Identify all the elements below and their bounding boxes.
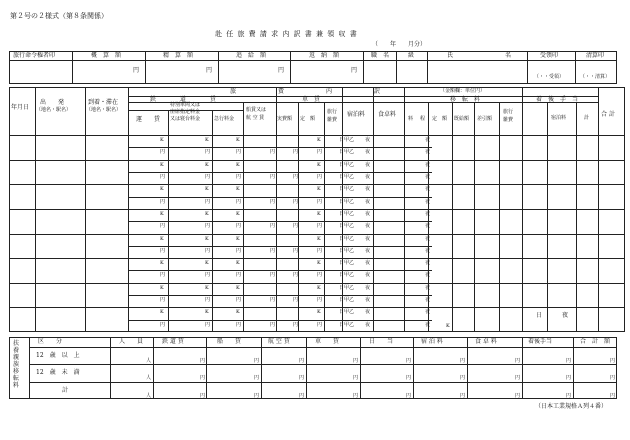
family-yen-unit: 円 <box>566 375 572 382</box>
yen-unit: 円 <box>236 297 242 304</box>
daily-header-2: 雑費 <box>327 117 338 123</box>
yen-unit: 円 <box>270 272 276 279</box>
yen-unit: 円 <box>236 173 242 180</box>
night-unit: 夜 <box>365 272 371 279</box>
class-unit: 甲乙 <box>344 321 355 328</box>
yen-unit: 円 <box>236 149 242 156</box>
relocation-adjust-header: 既給額 <box>454 116 470 122</box>
yen-unit: 円 <box>205 321 211 328</box>
class-unit: 甲乙 <box>344 173 355 180</box>
family-header-10: 合 計 額 <box>580 338 611 345</box>
night-unit: 夜 <box>425 321 431 328</box>
day-unit: 日 <box>339 137 345 143</box>
night-unit: 夜 <box>425 210 431 217</box>
night-unit: 夜 <box>425 272 431 279</box>
yen-unit: 円 <box>270 321 276 328</box>
express-header: 急行料金 <box>214 116 235 122</box>
yen-unit: 円 <box>293 272 299 279</box>
night-unit: 夜 <box>365 260 371 267</box>
row-line <box>9 160 625 161</box>
family-persons-unit: 人 <box>146 375 152 382</box>
yen-unit: 円 <box>293 198 299 205</box>
row-line <box>9 234 625 235</box>
day-unit: 日 <box>339 210 345 217</box>
yen-unit: 円 <box>160 247 166 254</box>
km-unit: K <box>205 161 209 168</box>
night-unit: 夜 <box>425 149 431 156</box>
yen-unit: 円 <box>317 198 323 205</box>
class-unit: 甲乙 <box>344 186 355 193</box>
family-yen-unit: 円 <box>406 392 412 399</box>
estimate-yen: 円 <box>133 67 140 74</box>
fare-header: 運 賃 <box>136 116 161 123</box>
km-unit: K <box>205 235 209 242</box>
yen-unit: 円 <box>160 321 166 328</box>
yen-unit: 円 <box>270 223 276 230</box>
yen-unit: 円 <box>236 272 242 279</box>
estimate-header: 概 算 額 <box>91 52 122 59</box>
km-unit: K <box>317 210 321 217</box>
summary-header-line <box>9 60 617 61</box>
family-header-3: 船 賃 <box>217 338 242 345</box>
yen-unit: 円 <box>317 247 323 254</box>
yen-unit: 円 <box>270 198 276 205</box>
yen-unit: 円 <box>270 149 276 156</box>
lodging-header: 宿泊料 <box>347 111 366 118</box>
km-unit: K <box>317 260 321 267</box>
yen-unit: 円 <box>293 247 299 254</box>
day-unit: 日 <box>339 223 345 230</box>
relocation-distance-header: 程 <box>420 116 426 122</box>
yen-unit: 円 <box>205 173 211 180</box>
family-yen-unit: 円 <box>406 358 412 364</box>
job-header: 職 名 <box>371 52 390 59</box>
page-title: 赴 任 旅 費 請 求 内 訳 書 兼 領 収 書 <box>215 30 358 38</box>
yen-unit: 円 <box>236 247 242 254</box>
additional-header: 追 給 額 <box>236 52 267 59</box>
yen-unit: 円 <box>293 149 299 156</box>
arrival-night-mark: 夜 <box>562 312 569 320</box>
arrival-total-header: 計 <box>584 115 590 121</box>
km-unit: K <box>160 235 164 242</box>
yen-unit: 円 <box>317 173 323 180</box>
night-unit: 夜 <box>425 235 431 242</box>
name-header-left: 氏 <box>447 52 454 59</box>
class-unit: 甲乙 <box>344 297 355 304</box>
row-line <box>9 307 625 308</box>
grid-vline <box>576 102 577 332</box>
night-unit: 夜 <box>425 284 431 291</box>
depart-sub-header: （地名・駅名） <box>36 107 72 113</box>
km-unit: K <box>160 186 164 193</box>
total-header: 合 計 <box>601 111 615 118</box>
yen-unit: 円 <box>317 321 323 328</box>
yen-unit: 円 <box>270 173 276 180</box>
row-line <box>9 209 625 210</box>
date-header: 年月日 <box>11 104 30 111</box>
family-yen-unit: 円 <box>515 375 521 382</box>
family-yen-unit: 円 <box>200 375 206 382</box>
night-unit: 夜 <box>365 284 371 291</box>
class-unit: 甲乙 <box>344 309 355 316</box>
receipt-seal-header: 受領印 <box>540 52 559 59</box>
paper-size-footer: （日本工業規格Ａ列４番） <box>535 403 608 410</box>
grid-vline <box>298 102 299 332</box>
family-header-7: 宿 泊 料 <box>421 338 443 345</box>
arrival-day-mark: 日 <box>536 312 543 320</box>
family-row-line <box>29 364 617 365</box>
km-unit: K <box>160 161 164 168</box>
family-yen-unit: 円 <box>299 375 305 382</box>
arrive-header: 到着・滞在 <box>88 99 119 106</box>
yen-unit: 円 <box>317 149 323 156</box>
ship-header-1: 船賃又は <box>246 107 267 113</box>
night-unit: 夜 <box>365 247 371 254</box>
km-unit: K <box>236 186 240 193</box>
fixed-header: 定 額 <box>300 116 316 122</box>
rail-header: 鉄 道 賃 <box>150 96 217 103</box>
km-unit: K <box>205 186 209 193</box>
family-yen-unit: 円 <box>460 358 466 364</box>
day-unit: 日 <box>339 235 345 242</box>
night-unit: 夜 <box>365 321 371 328</box>
row-mid-line <box>128 320 432 321</box>
yen-unit: 円 <box>160 223 166 230</box>
ship-header-2: 航 空 賃 <box>246 115 265 121</box>
family-yen-unit: 円 <box>254 358 260 364</box>
header-bottom-line <box>9 135 625 136</box>
grid-vline <box>547 102 548 332</box>
car-header: 車 賃 <box>302 96 321 103</box>
day-unit: 日 <box>339 149 345 156</box>
yen-unit: 円 <box>293 321 299 328</box>
grade-header: 級 <box>408 52 415 59</box>
depart-header: 出 発 <box>40 99 65 106</box>
day-unit: 日 <box>339 247 345 254</box>
grid-vline <box>499 102 500 332</box>
expense-header: 旅 費 内 訳 <box>230 88 381 95</box>
yen-unit: 円 <box>205 272 211 279</box>
family-yen-unit: 円 <box>353 358 359 364</box>
yen-unit: 円 <box>317 272 323 279</box>
food-header: 食卓料 <box>378 111 397 118</box>
daily-header-1: 旅行 <box>327 109 338 115</box>
special-header-2: 座席指定料金 <box>170 109 201 115</box>
night-unit: 夜 <box>365 161 371 168</box>
km-unit: K <box>236 161 240 168</box>
km-unit: K <box>317 284 321 291</box>
family-persons-unit: 人 <box>146 358 152 364</box>
family-row-line <box>29 382 617 383</box>
special-header-1: 特別車両又は <box>170 102 201 108</box>
class-unit: 甲乙 <box>344 272 355 279</box>
yen-unit: 円 <box>236 198 242 205</box>
day-unit: 日 <box>339 198 345 205</box>
settlement-yen: 円 <box>206 67 213 74</box>
night-unit: 夜 <box>365 297 371 304</box>
family-row-label: 12 歳 以 上 <box>36 352 80 359</box>
clearance-note: （・・清算） <box>580 74 611 80</box>
issuer-header: 旅行命令権者印 <box>13 52 56 59</box>
family-yen-unit: 円 <box>460 392 466 399</box>
arrival-allowance-header: 着 後 手 当 <box>536 96 579 103</box>
night-unit: 夜 <box>365 186 371 193</box>
yen-unit: 円 <box>160 272 166 279</box>
class-unit: 甲乙 <box>344 247 355 254</box>
class-unit: 甲乙 <box>344 210 355 217</box>
km-unit: K <box>236 284 240 291</box>
name-header-right: 名 <box>505 52 512 59</box>
km-unit: K <box>236 309 240 316</box>
family-yen-unit: 円 <box>515 358 521 364</box>
row-line <box>9 184 625 185</box>
receipt-note: （・・受領） <box>534 74 565 80</box>
yen-unit: 円 <box>160 198 166 205</box>
km-unit: K <box>317 161 321 168</box>
night-unit: 夜 <box>425 137 431 143</box>
yen-unit: 円 <box>205 297 211 304</box>
day-unit: 日 <box>339 297 345 304</box>
family-yen-unit: 円 <box>566 358 572 364</box>
yen-unit: 円 <box>160 297 166 304</box>
additional-yen: 円 <box>278 67 285 74</box>
km-unit: K <box>160 284 164 291</box>
row-mid-line <box>128 172 432 173</box>
relocation-diff-header: 差引額 <box>477 116 493 122</box>
night-unit: 夜 <box>365 235 371 242</box>
row-mid-line <box>128 147 432 148</box>
arrival-daily-header-1: 旅行 <box>503 109 514 115</box>
km-unit: K <box>205 137 209 143</box>
km-unit: K <box>317 309 321 316</box>
yen-unit: 円 <box>205 198 211 205</box>
family-yen-unit: 円 <box>515 392 521 399</box>
night-unit: 夜 <box>425 186 431 193</box>
yen-unit: 円 <box>236 223 242 230</box>
row-mid-line <box>128 246 432 247</box>
family-header-6: 日 当 <box>369 338 394 345</box>
class-unit: 甲乙 <box>344 149 355 156</box>
family-yen-unit: 円 <box>353 375 359 382</box>
night-unit: 夜 <box>425 247 431 254</box>
yen-unit: 円 <box>317 223 323 230</box>
row-mid-line <box>128 221 432 222</box>
class-unit: 甲乙 <box>344 284 355 291</box>
family-yen-unit: 円 <box>406 375 412 382</box>
yen-unit: 円 <box>160 149 166 156</box>
period-label: （ 年 月分） <box>372 41 427 48</box>
family-header-4: 航 空 賃 <box>268 338 290 345</box>
family-yen-unit: 円 <box>299 358 305 364</box>
day-unit: 日 <box>339 186 345 193</box>
yen-unit: 円 <box>205 149 211 156</box>
special-header-3: 又は寝台料金 <box>170 116 201 122</box>
yen-unit: 円 <box>293 173 299 180</box>
night-unit: 夜 <box>425 198 431 205</box>
arrive-sub-header: （地名・駅名） <box>86 107 122 113</box>
km-unit: K <box>205 260 209 267</box>
km-unit: K <box>205 284 209 291</box>
relocation-km-mark: K <box>446 323 450 329</box>
family-yen-unit: 円 <box>254 375 260 382</box>
family-header-8: 食 卓 料 <box>475 338 497 345</box>
yen-unit: 円 <box>236 321 242 328</box>
grid-vline <box>452 102 453 332</box>
day-unit: 日 <box>339 284 345 291</box>
grid-vline <box>324 102 325 332</box>
arrival-lodging-header: 宿泊料 <box>551 115 567 121</box>
km-unit: K <box>160 309 164 316</box>
family-header-0: 区 分 <box>38 338 63 345</box>
family-yen-unit: 円 <box>200 392 206 399</box>
night-unit: 夜 <box>425 260 431 267</box>
arrival-daily-header-2: 雑費 <box>503 117 514 123</box>
km-unit: K <box>205 210 209 217</box>
grid-vline <box>474 102 475 332</box>
family-yen-unit: 円 <box>566 392 572 399</box>
row-line <box>9 283 625 284</box>
relocation-fee-header: 料 <box>408 116 414 122</box>
grid-vline <box>243 102 244 332</box>
form-number: 第２号の２様式（第８条関係） <box>10 12 108 20</box>
night-unit: 夜 <box>365 309 371 316</box>
relocation-header: 移 転 料 <box>450 96 481 103</box>
family-header-5: 車 賃 <box>315 338 340 345</box>
night-unit: 夜 <box>365 210 371 217</box>
row-mid-line <box>128 197 432 198</box>
night-unit: 夜 <box>425 309 431 316</box>
row-mid-line <box>128 295 432 296</box>
km-unit: K <box>236 137 240 143</box>
night-unit: 夜 <box>425 223 431 230</box>
family-yen-unit: 円 <box>460 375 466 382</box>
yen-unit: 円 <box>317 297 323 304</box>
family-yen-unit: 円 <box>299 392 305 399</box>
family-yen-unit: 円 <box>610 375 616 382</box>
family-yen-unit: 円 <box>200 358 206 364</box>
family-row-label: 計 <box>62 386 69 394</box>
yen-unit: 円 <box>293 297 299 304</box>
night-unit: 夜 <box>365 198 371 205</box>
km-unit: K <box>160 210 164 217</box>
class-unit: 甲乙 <box>344 161 355 168</box>
family-header-1: 人 員 <box>119 338 144 345</box>
refund-header: 返 納 額 <box>309 52 340 59</box>
yen-unit: 円 <box>270 297 276 304</box>
family-persons-unit: 人 <box>146 392 152 399</box>
km-unit: K <box>236 210 240 217</box>
yen-unit: 円 <box>293 223 299 230</box>
day-unit: 日 <box>339 173 345 180</box>
refund-yen: 円 <box>351 67 358 74</box>
clearance-seal-header: 清算印 <box>586 52 605 59</box>
yen-unit: 円 <box>205 247 211 254</box>
km-unit: K <box>317 137 321 143</box>
km-unit: K <box>205 309 209 316</box>
night-unit: 夜 <box>425 173 431 180</box>
km-unit: K <box>236 235 240 242</box>
day-unit: 日 <box>339 260 345 267</box>
class-unit: 甲乙 <box>344 223 355 230</box>
family-yen-unit: 円 <box>610 358 616 364</box>
family-header-line <box>29 347 617 348</box>
settlement-header: 精 算 額 <box>163 52 194 59</box>
family-header-9: 着後手当 <box>528 338 553 345</box>
unit-note: （金額欄：単位円） <box>440 88 486 94</box>
day-unit: 日 <box>339 321 345 328</box>
km-unit: K <box>160 137 164 143</box>
family-header-2: 鉄 道 賃 <box>162 338 184 345</box>
km-unit: K <box>160 260 164 267</box>
night-unit: 夜 <box>365 223 371 230</box>
row-mid-line <box>128 270 432 271</box>
night-unit: 夜 <box>425 161 431 168</box>
km-unit: K <box>317 186 321 193</box>
family-row-label: 12 歳 未 満 <box>36 369 80 377</box>
family-yen-unit: 円 <box>610 392 616 399</box>
class-unit: 甲乙 <box>344 260 355 267</box>
day-unit: 日 <box>339 309 345 316</box>
km-unit: K <box>317 235 321 242</box>
actual-header: 実費額 <box>277 116 293 122</box>
family-yen-unit: 円 <box>254 392 260 399</box>
class-unit: 甲乙 <box>344 235 355 242</box>
km-unit: K <box>236 260 240 267</box>
class-unit: 甲乙 <box>344 198 355 205</box>
relocation-fixed-header: 定 額 <box>432 116 448 122</box>
night-unit: 夜 <box>365 173 371 180</box>
family-yen-unit: 円 <box>353 392 359 399</box>
family-side-label: 扶養親族移転料 <box>13 340 20 389</box>
day-unit: 日 <box>339 272 345 279</box>
night-unit: 夜 <box>425 297 431 304</box>
night-unit: 夜 <box>365 149 371 156</box>
yen-unit: 円 <box>270 247 276 254</box>
day-unit: 日 <box>339 161 345 168</box>
row-line <box>9 258 625 259</box>
yen-unit: 円 <box>160 173 166 180</box>
class-unit: 甲乙 <box>344 137 355 143</box>
night-unit: 夜 <box>365 137 371 143</box>
yen-unit: 円 <box>205 223 211 230</box>
